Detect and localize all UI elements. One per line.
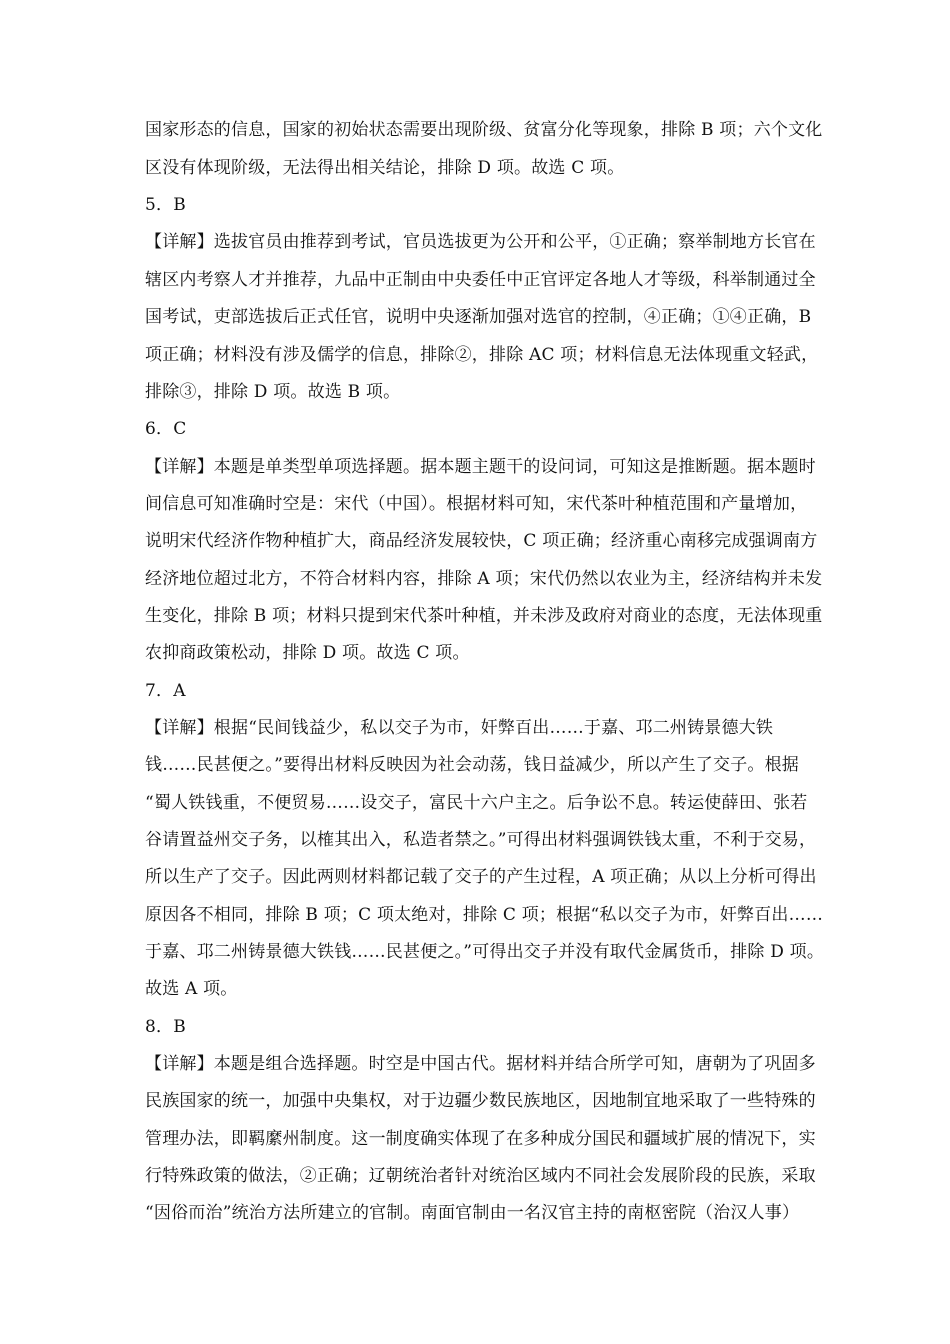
text-line: 农抑商政策松动，排除 D 项。故选 C 项。 bbox=[145, 643, 470, 663]
text-line: “蜀人铁钱重，不便贸易……设交子，富民十六户主之。后争讼不息。转运使薛田、张若 bbox=[145, 793, 808, 813]
text-line: 国考试，吏部选拔后正式任官，说明中央逐渐加强对选官的控制，④正确；①④正确，B bbox=[145, 307, 812, 327]
text-line: 生变化，排除 B 项；材料只提到宋代茶叶种植，并未涉及政府对商业的态度，无法体现重 bbox=[145, 606, 823, 626]
text-line: 间信息可知准确时空是：宋代（中国）。根据材料可知，宋代茶叶种植范围和产量增加， bbox=[145, 494, 808, 514]
text-line: 管理办法，即羁縻州制度。这一制度确实体现了在多种成分国民和疆域扩展的情况下，实 bbox=[145, 1129, 816, 1149]
text-line: 【详解】选拔官员由推荐到考试，官员选拔更为公开和公平，①正确；察举制地方长官在 bbox=[145, 232, 816, 252]
answer-number: 5．B bbox=[145, 195, 186, 215]
text-line: 所以生产了交子。因此两则材料都记载了交子的产生过程，A 项正确；从以上分析可得出 bbox=[145, 867, 817, 887]
text-line: 经济地位超过北方，不符合材料内容，排除 A 项；宋代仍然以农业为主，经济结构并未发 bbox=[145, 569, 823, 589]
text-line: 排除③，排除 D 项。故选 B 项。 bbox=[145, 382, 401, 402]
text-line: 辖区内考察人才并推荐，九品中正制由中央委任中正官评定各地人才等级，科举制通过全 bbox=[145, 270, 816, 290]
text-line: 行特殊政策的做法，②正确；辽朝统治者针对统治区域内不同社会发展阶段的民族，采取 bbox=[145, 1166, 816, 1186]
text-line: 故选 A 项。 bbox=[145, 979, 238, 999]
answer-number: 7．A bbox=[145, 681, 186, 701]
text-line: 钱……民甚便之。”要得出材料反映因为社会动荡，钱日益减少，所以产生了交子。根据 bbox=[145, 755, 799, 775]
text-line: 说明宋代经济作物种植扩大，商品经济发展较快，C 项正确；经济重心南移完成强调南方 bbox=[145, 531, 818, 551]
text-line: 项正确；材料没有涉及儒学的信息，排除②，排除 AC 项；材料信息无法体现重文轻武， bbox=[145, 345, 819, 365]
text-line: 区没有体现阶级，无法得出相关结论，排除 D 项。故选 C 项。 bbox=[145, 158, 625, 178]
text-line: 民族国家的统一，加强中央集权，对于边疆少数民族地区，因地制宜地采取了一些特殊的 bbox=[145, 1091, 816, 1111]
text-line: 【详解】根据“民间钱益少，私以交子为市，奸弊百出……于嘉、邛二州铸景德大铁 bbox=[145, 718, 774, 738]
answer-number: 6．C bbox=[145, 419, 187, 439]
text-line: 于嘉、邛二州铸景德大铁钱……民甚便之。”可得出交子并没有取代金属货币，排除 D 项。 bbox=[145, 942, 825, 962]
text-line: 【详解】本题是组合选择题。时空是中国古代。据材料并结合所学可知，唐朝为了巩固多 bbox=[145, 1054, 816, 1074]
text-line: “因俗而治”统治方法所建立的官制。南面官制由一名汉官主持的南枢密院（治汉人事） bbox=[145, 1203, 800, 1223]
answer-number: 8．B bbox=[145, 1017, 186, 1037]
text-line: 国家形态的信息，国家的初始状态需要出现阶级、贫富分化等现象，排除 B 项；六个文化 bbox=[145, 120, 823, 140]
text-line: 【详解】本题是单类型单项选择题。据本题主题干的设问词，可知这是推断题。据本题时 bbox=[145, 457, 816, 477]
text-line: 谷请置益州交子务，以榷其出入，私造者禁之。”可得出材料强调铁钱太重，不利于交易， bbox=[145, 830, 817, 850]
text-line: 原因各不相同，排除 B 项；C 项太绝对，排除 C 项；根据“私以交子为市，奸弊百出…… bbox=[145, 905, 824, 925]
